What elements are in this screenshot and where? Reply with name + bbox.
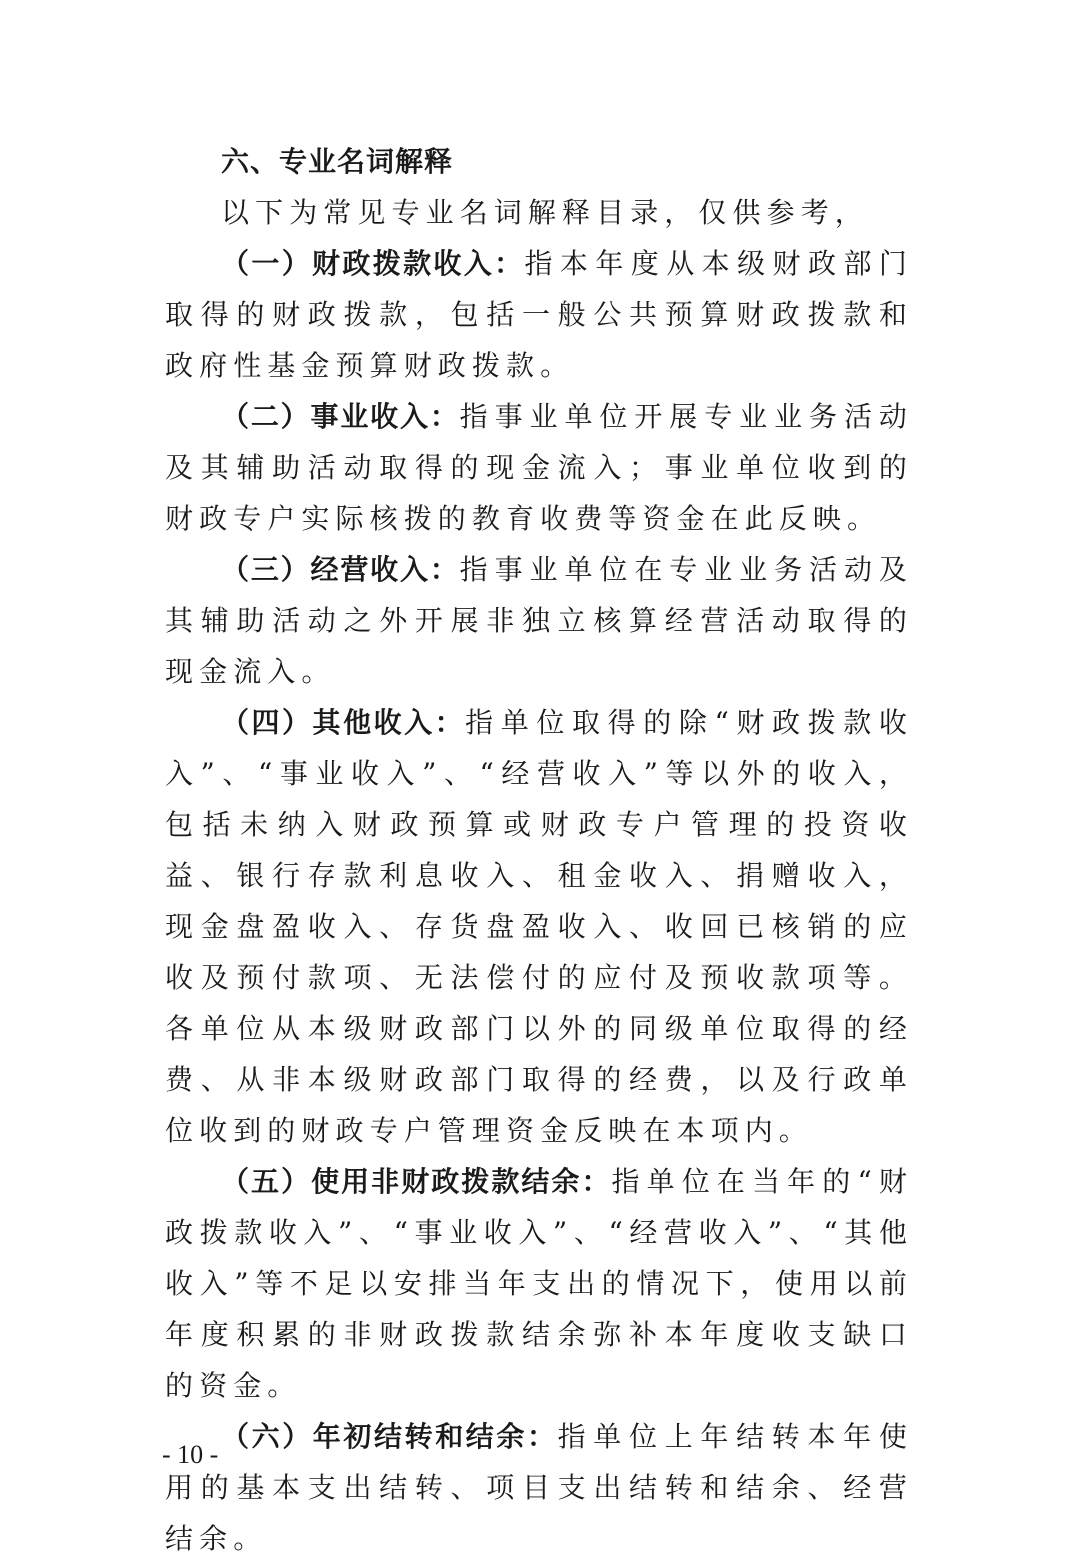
term-paragraph	[165, 1411, 913, 1564]
document-body	[165, 136, 913, 1564]
term-title: （六）年初结转和结余：	[221, 1420, 558, 1453]
term-definition: 指单位取得的除“财政拨款收入”、“事业收入”、“经营收入”等以外的收入，包括未纳入财政预算或财政专户管理的投资收益、银行存款利息收入、租金收入、捐赠收入，现金盘盈收入、存货盘盈收入、收回已核销的应收及预付款项、无法偿付的应付及预收款项等。各单位从本级财政部门以外的同级单位取得的经费、从非本级财政部门取得的经费，以及行政单位收到的财政专户管理资金反映在本项内。	[165, 706, 913, 1147]
term-paragraph	[165, 238, 913, 391]
intro-paragraph: 以下为常见专业名词解释目录，仅供参考，	[221, 196, 869, 229]
term-definition: 指本年度从本级财政部门取得的财政拨款，包括一般公共预算财政拨款和政府性基金预算财政拨款。	[165, 247, 913, 382]
term-title: （四）其他收入：	[221, 706, 466, 739]
term-paragraph	[165, 697, 913, 1156]
section-heading: 六、专业名词解释	[221, 145, 454, 178]
term-title: （一）财政拨款收入：	[221, 247, 525, 280]
term-paragraph	[165, 1156, 913, 1411]
page-number: - 10 -	[162, 1440, 219, 1469]
term-definition: 指事业单位在专业业务活动及其辅助活动之外开展非独立核算经营活动取得的现金流入。	[165, 553, 913, 688]
term-title: （二）事业收入：	[221, 400, 460, 433]
term-title: （三）经营收入：	[221, 553, 460, 586]
term-paragraph	[165, 544, 913, 697]
term-definition: 指单位在当年的“财政拨款收入”、“事业收入”、“经营收入”、“其他收入”等不足以安排当年支出的情况下，使用以前年度积累的非财政拨款结余弥补本年度收支缺口的资金。	[165, 1165, 913, 1402]
term-definition: 指事业单位开展专业业务活动及其辅助活动取得的现金流入；事业单位收到的财政专户实际核拨的教育收费等资金在此反映。	[165, 400, 913, 535]
term-definition: 指单位上年结转本年使用的基本支出结转、项目支出结转和结余、经营结余。	[165, 1420, 913, 1555]
term-paragraph	[165, 391, 913, 544]
term-title: （五）使用非财政拨款结余：	[221, 1165, 612, 1198]
